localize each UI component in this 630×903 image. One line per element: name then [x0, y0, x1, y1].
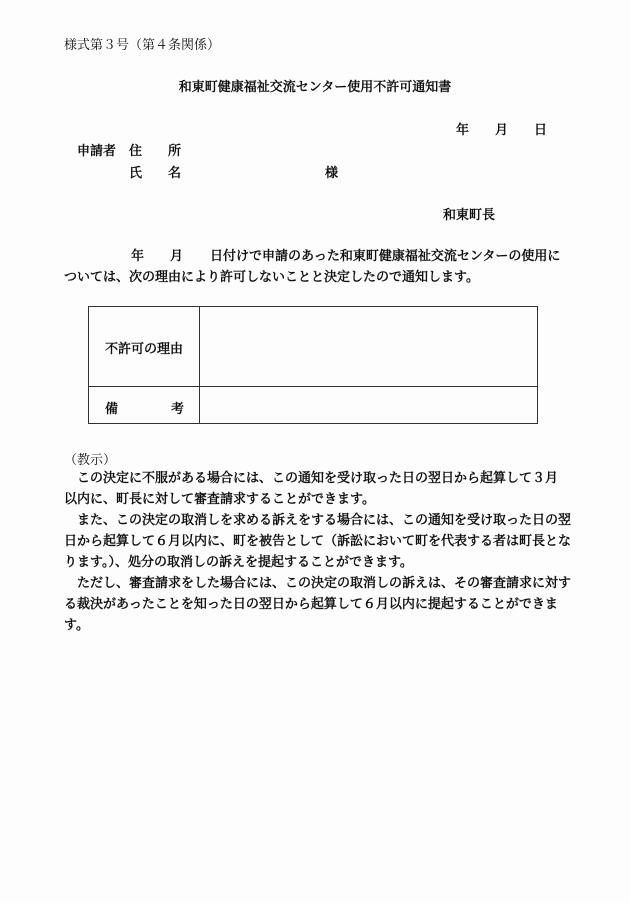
instruction-line: この決定に不服がある場合には、この通知を受け取った日の翌日から起算して３月	[64, 471, 559, 486]
instruction-line: ただし、審査請求をした場合には、この決定の取消しの訴えは、その審査請求に対す	[64, 576, 572, 591]
instruction-line: 以内に、町長に対して審査請求することができます。	[64, 492, 375, 507]
remarks-label-a: 備	[105, 402, 119, 417]
instruction-body	[64, 468, 574, 636]
date-day-label: 日	[534, 123, 548, 138]
reason-table	[88, 306, 538, 424]
date-month-label: 月	[495, 123, 509, 138]
reason-label: 不許可の理由	[105, 342, 184, 357]
document-title: 和東町健康福祉交流センター使用不許可通知書	[178, 80, 452, 95]
notice-line1: 日付けで申請のあった和東町健康福祉交流センターの使用に	[210, 249, 561, 264]
name-label: 氏 名	[129, 166, 182, 181]
instruction-line: す。	[64, 618, 89, 633]
notice-line2: ついては、次の理由により許可しないことと決定したので通知します。	[64, 270, 479, 285]
instruction-line: 日から起算して６月以内に、町を被告として（訴訟において町を代表する者は町長とな	[64, 534, 572, 549]
date-year-label: 年	[456, 123, 470, 138]
remarks-label-b: 考	[171, 402, 185, 417]
instruction-heading: （教示）	[64, 453, 117, 468]
instruction-line: ります。）、処分の取消しの訴えを提起することができます。	[64, 555, 413, 570]
honorific-sama: 様	[325, 166, 339, 181]
instruction-line: る裁決があったことを知った日の翌日から起算して６月以内に提起することができま	[64, 597, 558, 612]
notice-month-label: 月	[170, 249, 184, 264]
issuer-name: 和東町長	[443, 208, 496, 223]
instruction-line: また、この決定の取消しを求める訴えをする場合には、この通知を受け取った日の翌	[64, 513, 572, 528]
applicant-label: 申請者	[77, 144, 117, 159]
notice-year-label: 年	[131, 249, 145, 264]
address-label: 住 所	[129, 144, 182, 159]
form-number: 様式第３号（第４条関係）	[64, 38, 221, 53]
